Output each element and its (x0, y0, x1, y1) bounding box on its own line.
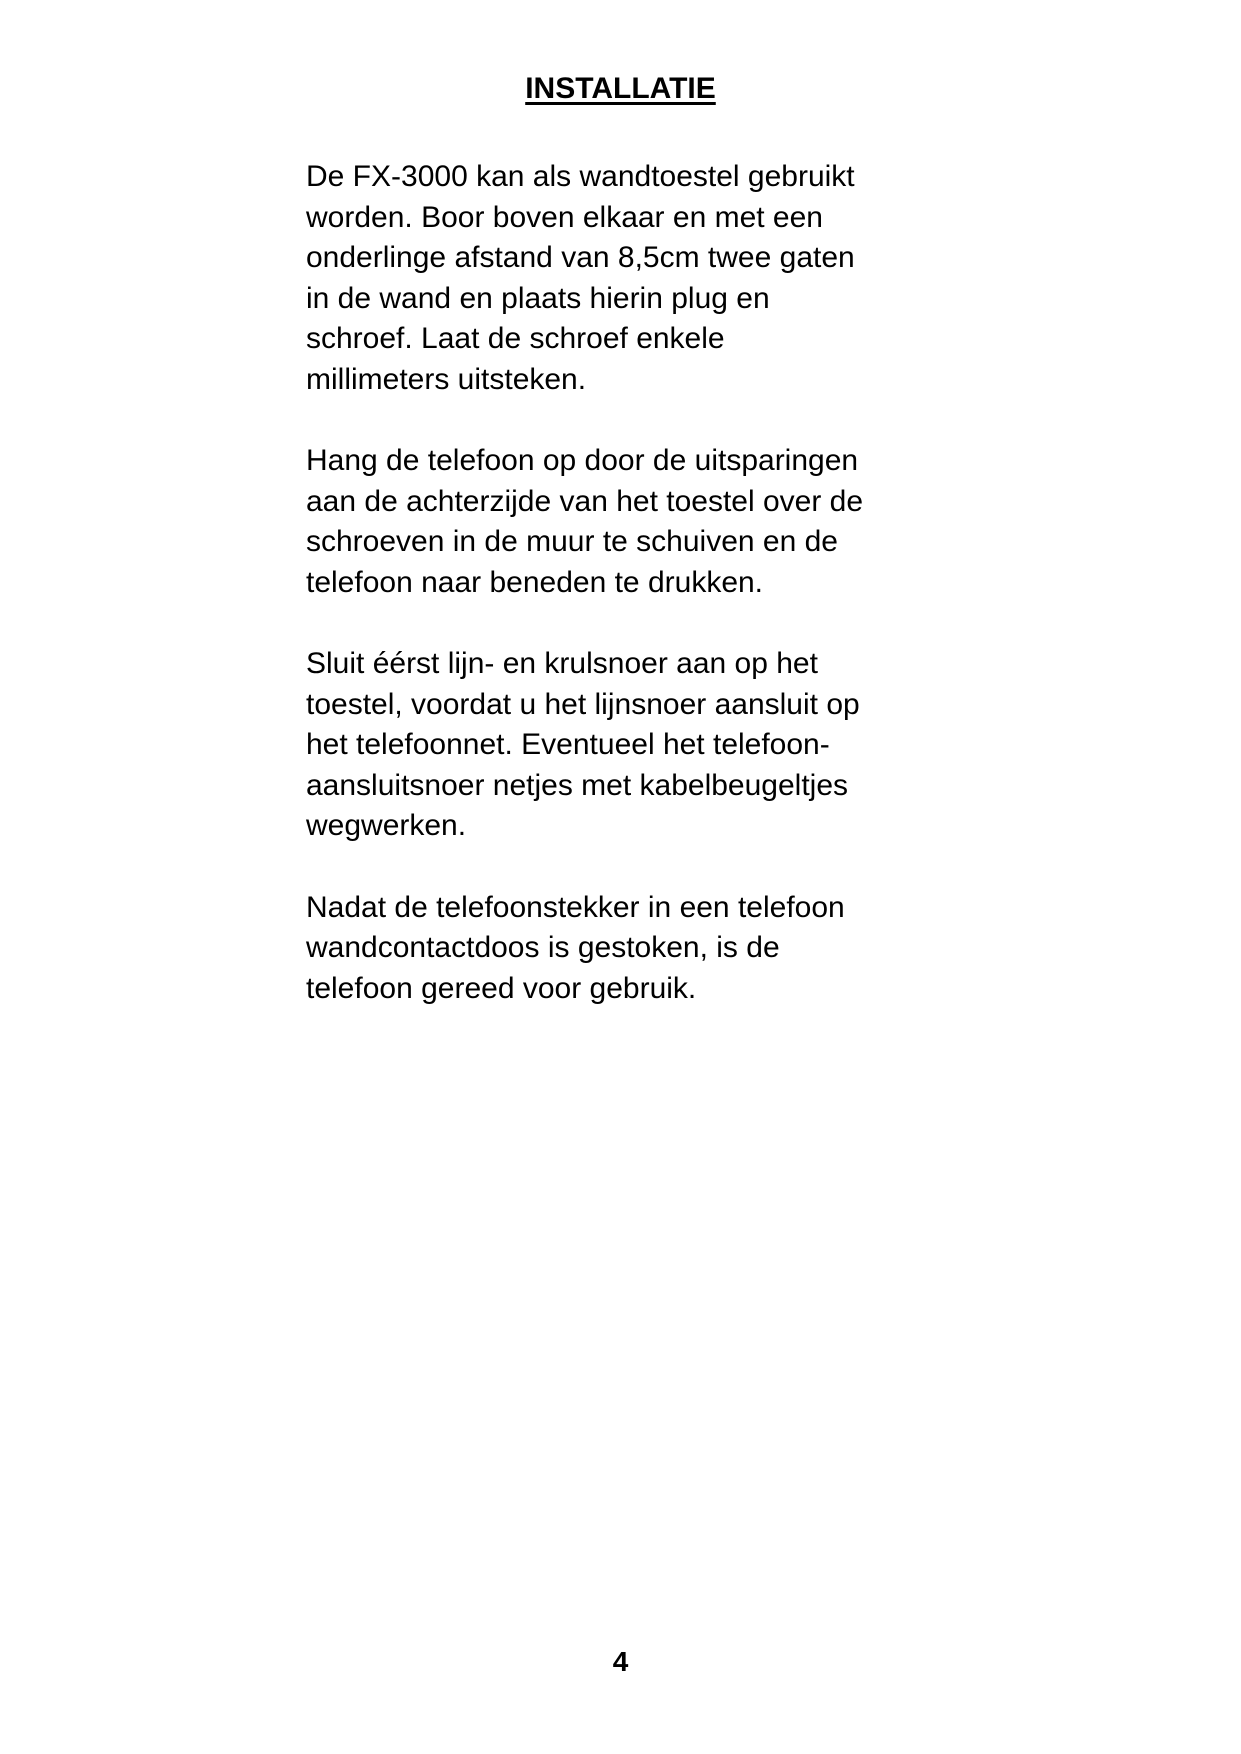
body-text (306, 157, 986, 1050)
text-line: in de wand en plaats hierin plug en (306, 281, 770, 315)
text-line: worden. Boor boven elkaar en met een (306, 200, 823, 234)
text-line: aan de achterzijde van het toestel over de (306, 484, 864, 518)
paragraph-ready (306, 888, 986, 1010)
text-line: schroeven in de muur te schuiven en de (306, 525, 838, 558)
text-line: wegwerken. (306, 809, 467, 842)
text-line: toestel, voordat u het lijnsnoer aansluit op (306, 687, 860, 721)
paragraph-wall-mounting (306, 157, 986, 400)
text-line: schroef. Laat de schroef enkele (306, 322, 725, 355)
text-line: het telefoonnet. Eventueel het telefoon- (306, 728, 830, 761)
text-line: Nadat de telefoonstekker in een telefoon (306, 890, 845, 924)
text-line: Sluit éérst lijn- en krulsnoer aan op het (306, 647, 818, 680)
text-line: De FX-3000 kan als wandtoestel gebruikt (306, 160, 855, 193)
text-line: aansluitsnoer netjes met kabelbeugeltjes (306, 768, 849, 802)
page-number: 4 (612, 1646, 629, 1677)
text-line: wandcontactdoos is gestoken, is de (306, 931, 780, 964)
text-line: telefoon gereed voor gebruik. (306, 971, 697, 1005)
text-line: onderlinge afstand van 8,5cm twee gaten (306, 241, 855, 274)
text-line: millimeters uitsteken. (306, 362, 587, 396)
text-line: telefoon naar beneden te drukken. (306, 565, 764, 599)
paragraph-hanging (306, 441, 986, 603)
section-title: INSTALLATIE (525, 72, 716, 105)
text-line: Hang de telefoon op door de uitsparingen (306, 444, 859, 477)
paragraph-connecting (306, 644, 986, 847)
